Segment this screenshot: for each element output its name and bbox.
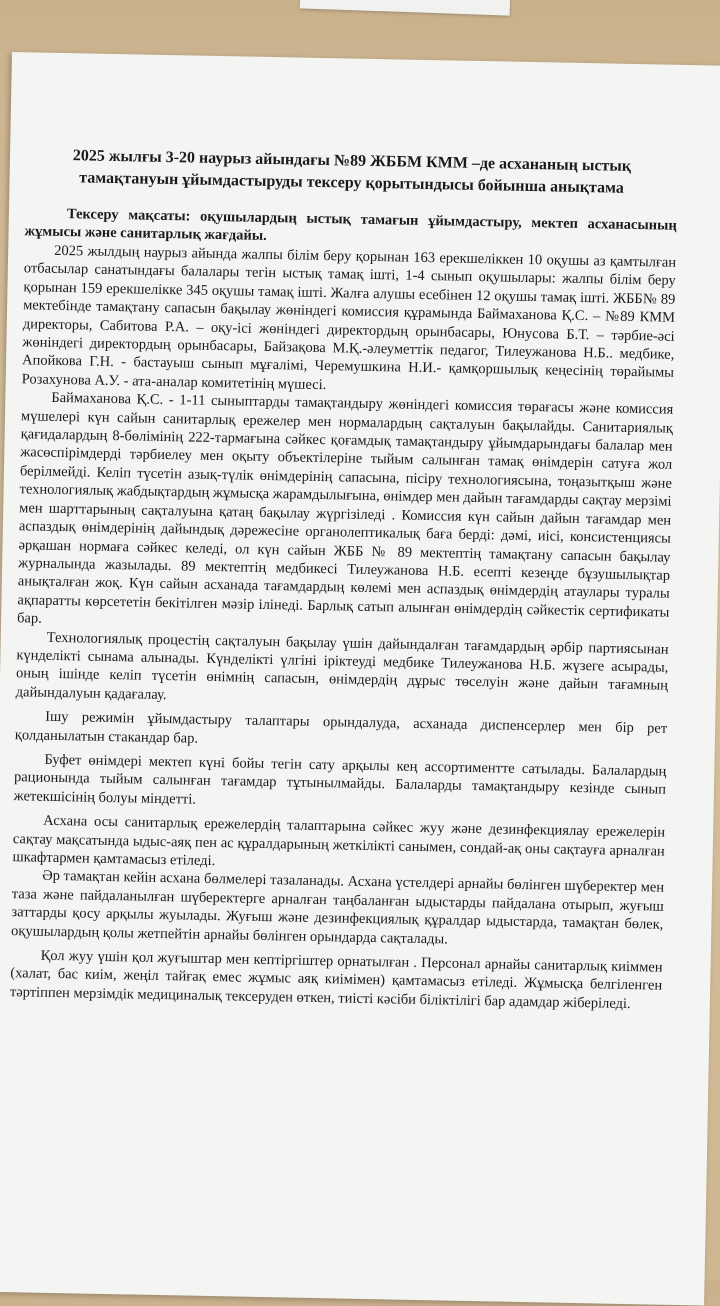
paragraph-5: Буфет өнімдері мектеп күні бойы тегін сату арқылы кең ассортиментте сатылады. Балалардың рационында тыйым салынған тағамдар тұтынылмайды. Балаларды тамақтандыру кезінде сынып жетекшісінің болуы міндетті. <box>13 751 667 808</box>
paragraph-4: Ішу режимін ұйымдастыру талаптары орындалуда, асханада диспенсерлер мен бір рет қолданылатын стакандар бар. <box>14 708 668 747</box>
paragraph-1: 2025 жылдың наурыз айында жалпы білім беру қорынан 163 ерекшеліккен 10 оқушы аз қамтылған отбасылар санатындағы балалары тегін ыстық тамақ ішті, 1-4 сынып оқушылары: жалпы білім беру қорынан 159 ерекшелікке 345 оқушы тамақ ішті. Жалға алушы есебінен 12 оқушы тамақ ішті. ЖББ№ 89 мектебінде тамақтану сапасын бақылау жөніндегі комиссия құрамында Баймаханова Қ.С. – №89 КММ директоры, Сабитова Р.А. – оқу-ісі жөніндегі директордың орынбасары, Юнусова Б.Т. – тәрбие-әсі жөніндегі директордың орынбасары, Байзақова М.Қ.-әлеуметтік педагог, Тилеужанова Н.Б.. медбике, Апойкова Г.Н. - бастауыш сынып мұғалімі, Черемушкина Н.И.- қамқоршылық кеңесінің төрайымы Розахунова А.У. - ата-аналар комитетінің мүшесі. <box>21 242 677 393</box>
inspection-purpose: Тексеру мақсаты: оқушылардың ыстық тамағын ұйымдастыру, мектеп асханасының жұмысы және санитарлық жағдайы. <box>24 206 677 244</box>
background-paper <box>300 0 511 16</box>
document-title: 2025 жылғы 3-20 наурыз айындағы №89 ЖББМ КММ –де асхананың ыстық тамақтануын ұйымдастыруды тексеру қорытындысы бойынша анықтама <box>72 147 632 197</box>
paragraph-3: Технологиялық процестің сақталуын бақылау үшін дайындалған тағамдардың әрбір партиясынан күнделікті сынама алынады. Күнделікті үлгіні іріктеуді медбике Тилеужанова Н.Б. жүзеге асырады, оның ішінде келіп түсетін өнімнің сапасын, өнімдердің дұрыс төселуін және дайын тағамның дайындалуын қадағалау. <box>15 629 669 703</box>
document-sheet <box>0 52 720 1306</box>
paragraph-7: Әр тамақтан кейін асхана бөлмелері тазаланады. Асхана үстелдері арнайы бөлінген шүберектер мен таза және пайдаланылған шүберектерге арналған таңбаланған ыдыстарды пайдалана отырып, жуғыш заттарды қосу арқылы жуылады. Жуғыш және дезинфекциялық құралдар ыдыстарда, тамақтан бөлек, оқушылардың қолы жетпейтін арнайы бөлінген орындарда сақталады. <box>10 868 665 948</box>
paragraph-2: Баймаханова Қ.С. - 1-11 сыныптарды тамақтандыру жөніндегі комиссия төрағасы және комиссия мүшелері күн сайын санитарлық ережелер мен нормалардың сақталуын бақылайды. Санитариялық қағидалардың 8-бөлімінің 222-тармағына сәйкес қоғамдық тамақтандыру ұйымдарындағы балалар мен жасөспірімдерді тәрбиелеу мен оқыту объектілеріне тыйым салынған тамақ өнімдерін сатуға жол берілмейді. Келіп түсетін азық-түлік өнімдерінің сапасына, пісіру технологиясына, тоңазытқыш және технологиялық жабдықтардың жұмысқа жарамдылығына, өнімдер мен дайын тағамдарды сақтау мерзімі мен шарттарының сақталуына қатаң бақылау жүргізіледі . Комиссия күн сайын дайын тағамдар мен аспаздық өнімдерінің дайындық дәрежесіне органолептикалық баға берді: дәмі, иісі, консистенциясы әрқашан нормаға сәйкес келеді, ол күн сайын ЖББ № 89 мектептің тамақтану сапасын бақылау журналында жазылады. 89 мектептің медбикесі Тилеужанова Н.Б. есепті кезеңде бұзушылықтар анықталған жоқ. Күн сайын асханада тағамдардың көлемі мен аспаздық өнімдердің атаулары туралы ақпаратты көрсететін бекітілген мәзір ілінеді. Барлық сатып алынған өнімдердің сәйкестік сертификаты бар. <box>16 390 674 627</box>
document-content <box>0 144 700 1014</box>
paragraph-6: Асхана осы санитарлық ережелердің талаптарына сәйкес жуу және дезинфекциялау ережелерін сақтау мақсатында ыдыс-аяқ пен ас құралдарының жеткілікті санымен, сондай-ақ оны сақтауға арналған шкафтармен қамтамасыз етіледі. <box>12 812 666 870</box>
paragraph-8: Қол жуу үшін қол жуғыштар мен кептіргіштер орнатылған . Персонал арнайы санитарлық киіммен (халат, бас киім, жеңіл тайғақ емес жұмыс аяқ киімімен) қамтамасыз етіледі. Жұмысқа белгіленген тәртіппен мерзімдік медициналық тексеруден өткен, тиісті кәсіби біліктілігі бар адамдар жіберіледі. <box>9 947 663 1012</box>
